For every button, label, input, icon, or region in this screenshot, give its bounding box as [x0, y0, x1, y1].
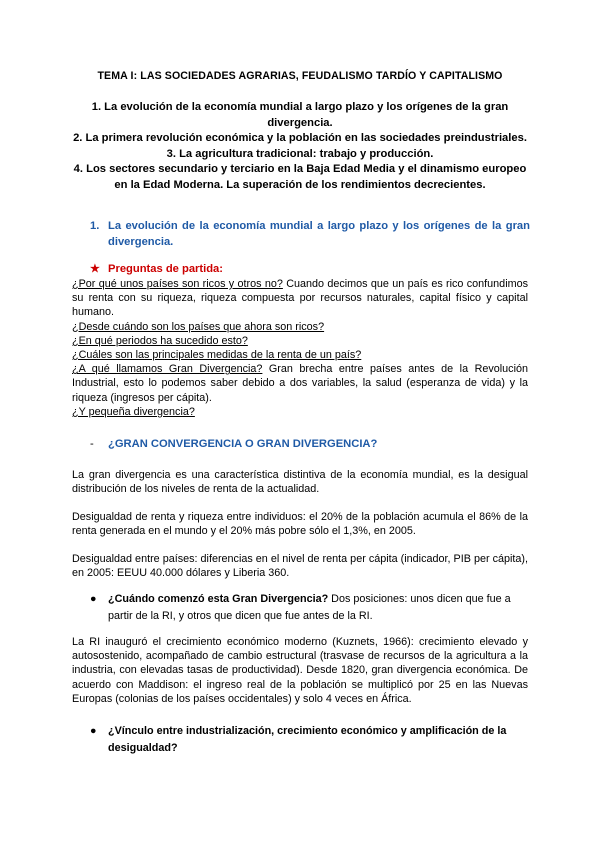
- bullet-icon: ●: [90, 725, 97, 737]
- paragraph-3: Desigualdad entre países: diferencias en el nivel de renta per cápita (indicador, PIB per cápita), en 2005: EEUU 40.000 dólares y Liberia 360.: [72, 553, 528, 580]
- answer-5-text: Gran brecha entre países antes de la Revolución Industrial, esto lo podemos saber debido a dos variables, la salud (esperanza de vida) y la riqueza (ingresos per cápita).: [72, 363, 528, 404]
- question-4: ¿Cuáles son las principales medidas de la renta de un país?: [72, 349, 362, 362]
- bullet-2-bold: ¿Vínculo entre industrialización, crecimiento económico y amplificación de la desigualdad?: [108, 725, 507, 754]
- bullet-icon: ●: [90, 593, 97, 605]
- question-2: ¿Desde cuándo son los países que ahora son ricos?: [72, 320, 325, 333]
- bullet-1-content: [108, 591, 528, 624]
- bullet-1-bold: ¿Cuándo comenzó esta Gran Divergencia?: [108, 593, 329, 605]
- section-2-heading: [90, 438, 377, 450]
- paragraph-2: Desigualdad de renta y riqueza entre individuos: el 20% de la población acumula el 86% de la renta generada en el mundo y el 20% más pobre sólo el 1,3%, en 2005.: [72, 511, 528, 538]
- bullet-item-1: [90, 591, 528, 624]
- preguntas-heading: [90, 262, 223, 275]
- question-3: ¿En qué periodos ha sucedido esto?: [72, 334, 248, 347]
- table-of-contents: [72, 100, 528, 194]
- document-title: TEMA I: LAS SOCIEDADES AGRARIAS, FEUDALISMO TARDÍO Y CAPITALISMO: [97, 70, 503, 82]
- section-2-title: ¿GRAN CONVERGENCIA O GRAN DIVERGENCIA?: [108, 438, 378, 450]
- question-1: [72, 277, 528, 320]
- toc-item-3: 3. La agricultura tradicional: trabajo y producción.: [166, 147, 434, 160]
- question-5-text: ¿A qué llamamos Gran Divergencia?: [72, 363, 263, 376]
- toc-item-2: 2. La primera revolución económica y la población en las sociedades preindustriales.: [73, 132, 527, 145]
- question-1-text: ¿Por qué unos países son ricos y otros no?: [72, 278, 283, 290]
- answer-1-text: Cuando decimos que un país es rico confundimos su renta con su riqueza, riqueza compuesta por recursos naturales, capital físico y capital humano.: [72, 278, 528, 319]
- bullet-2-content: [108, 723, 528, 756]
- question-6: ¿Y pequeña divergencia?: [72, 405, 195, 418]
- paragraph-4: La RI inauguró el crecimiento económico moderno (Kuznets, 1966): crecimiento elevado y autosostenido, acompañado de cambio estructural (trasvase de recursos de la agricultura a la industria, con elevadas tasas de productividad). Desde 1820, gran divergencia económica. De acuerdo con Maddison: el ingreso real de la población se multiplicó por 25 en las Nuevas Europas (colonias de los países occidentales) y solo 4 veces en África.: [72, 636, 528, 705]
- preguntas-label: Preguntas de partida:: [108, 263, 224, 275]
- preguntas-block: [72, 277, 528, 419]
- dash-icon: -: [90, 438, 94, 450]
- section-1-number: 1.: [90, 220, 100, 232]
- section-1-title: La evolución de la economía mundial a largo plazo y los orígenes de la gran divergencia.: [108, 220, 530, 248]
- toc-item-1: 1. La evolución de la economía mundial a largo plazo y los orígenes de la gran divergencia.: [91, 101, 509, 129]
- section-1-heading: [90, 219, 530, 250]
- bullet-item-2: [90, 723, 528, 756]
- paragraph-1: La gran divergencia es una característica distintiva de la economía mundial, es la desigual distribución de los niveles de renta de la actualidad.: [72, 469, 528, 496]
- bullet-1-text: Dos posiciones: unos dicen que fue a partir de la RI, y otros que dicen que fue antes de la RI.: [108, 593, 511, 622]
- toc-item-4: 4. Los sectores secundario y terciario en la Baja Edad Media y el dinamismo europeo en la Edad Moderna. La superación de los rendimientos decrecientes.: [73, 163, 527, 191]
- question-5: [72, 362, 528, 405]
- star-icon: ★: [90, 263, 101, 275]
